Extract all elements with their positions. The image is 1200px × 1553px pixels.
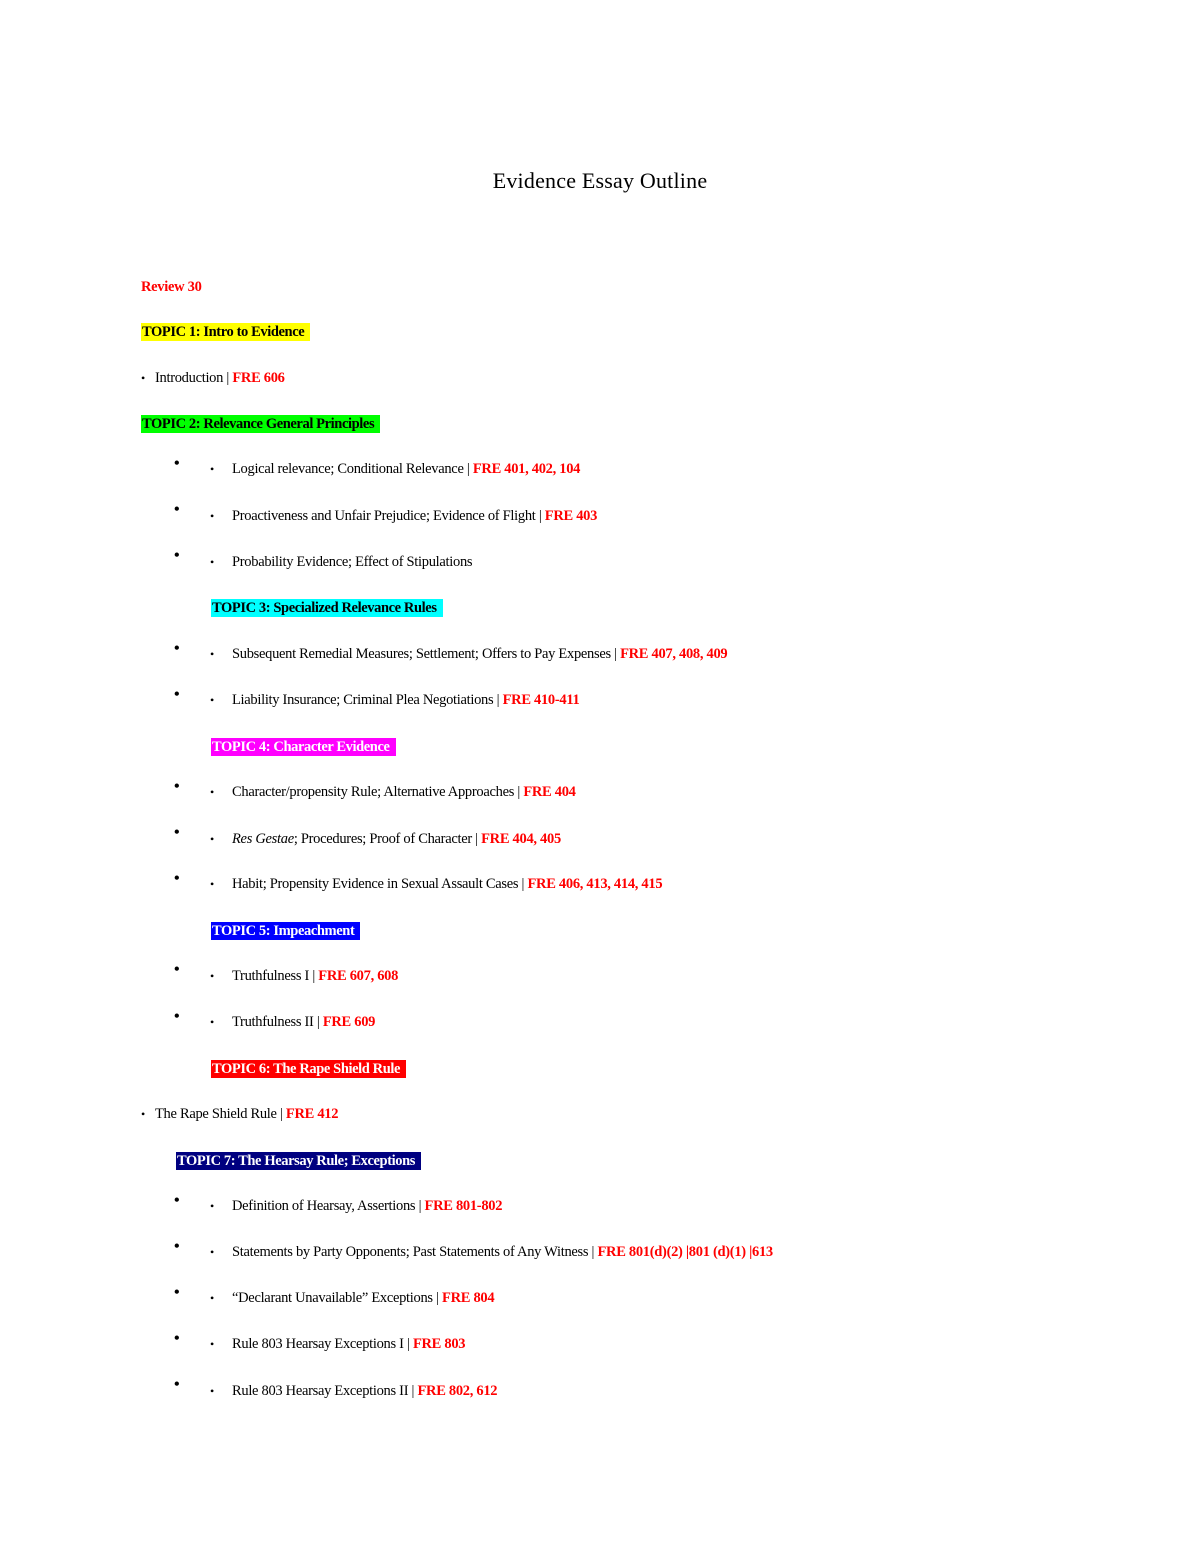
item-text: The Rape Shield Rule | [155, 1106, 283, 1122]
bullet-icon: • [174, 686, 180, 703]
item-text: Introduction | [155, 370, 230, 386]
topic-5-heading [211, 921, 360, 941]
fre-reference: FRE 401, 402, 104 [472, 461, 581, 477]
topic-heading-label: TOPIC 1: Intro to Evidence [141, 323, 310, 341]
review-note: Review 30 [141, 279, 202, 295]
bullet-icon: • [210, 1291, 214, 1305]
bullet-icon: • [210, 877, 214, 891]
bullet-icon: • [174, 547, 180, 564]
topic-7-heading [176, 1151, 421, 1171]
topic-heading-label: TOPIC 5: Impeachment [211, 922, 360, 940]
bullet-icon: • [141, 1107, 145, 1121]
fre-reference: FRE 801(d)(2) |801 (d)(1) |613 [597, 1244, 773, 1260]
bullet-icon: • [210, 1337, 214, 1351]
item-text: Definition of Hearsay, Assertions | [232, 1198, 422, 1214]
bullet-icon: • [210, 647, 214, 661]
bullet-icon: • [210, 969, 214, 983]
item-text: Proactiveness and Unfair Prejudice; Evidence of Flight | [232, 508, 542, 524]
bullet-icon: • [174, 1330, 180, 1347]
list-item [210, 966, 398, 986]
item-text-italic: Res Gestae [232, 831, 294, 847]
bullet-icon: • [210, 462, 214, 476]
topic-heading-label: TOPIC 3: Specialized Relevance Rules [211, 599, 443, 617]
bullet-icon: • [210, 1384, 214, 1398]
bullet-icon: • [174, 455, 180, 472]
topic-heading-label: TOPIC 2: Relevance General Principles [141, 415, 380, 433]
bullet-icon: • [141, 371, 145, 385]
fre-reference: FRE 412 [285, 1106, 339, 1122]
item-text: Subsequent Remedial Measures; Settlement; Offers to Pay Expenses | [232, 646, 617, 662]
topic-3-heading [211, 598, 443, 618]
fre-reference: FRE 407, 408, 409 [620, 646, 728, 662]
fre-reference: FRE 606 [232, 370, 285, 386]
topic-heading-label: TOPIC 6: The Rape Shield Rule [211, 1060, 406, 1078]
item-text: Statements by Party Opponents; Past Statements of Any Witness | [232, 1244, 595, 1260]
fre-reference: FRE 804 [442, 1290, 495, 1306]
item-text: Truthfulness II | [232, 1014, 320, 1030]
fre-reference: FRE 406, 413, 414, 415 [527, 876, 663, 892]
bullet-icon: • [174, 961, 180, 978]
list-item [210, 506, 597, 526]
item-text: Logical relevance; Conditional Relevance | [232, 461, 470, 477]
list-item [210, 1012, 375, 1032]
fre-reference: FRE 403 [544, 508, 598, 524]
list-item [210, 829, 561, 849]
list-item [210, 644, 727, 664]
fre-reference: FRE 609 [322, 1014, 376, 1030]
item-text: Rule 803 Hearsay Exceptions II | [232, 1383, 415, 1399]
bullet-icon: • [174, 824, 180, 841]
list-item [210, 1196, 502, 1216]
fre-reference: FRE 607, 608 [318, 968, 399, 984]
bullet-icon: • [210, 785, 214, 799]
topic-6-heading [211, 1059, 406, 1079]
fre-reference: FRE 803 [412, 1336, 466, 1352]
bullet-icon: • [174, 1192, 180, 1209]
list-item [210, 459, 580, 479]
bullet-icon: • [210, 1015, 214, 1029]
list-item [141, 1104, 338, 1124]
topic-heading-label: TOPIC 7: The Hearsay Rule; Exceptions [176, 1152, 421, 1170]
list-item [210, 690, 579, 710]
bullet-icon: • [174, 778, 180, 795]
topic-1-heading [141, 322, 310, 342]
bullet-icon: • [174, 1284, 180, 1301]
bullet-icon: • [210, 509, 214, 523]
item-text: Probability Evidence; Effect of Stipulations [232, 554, 473, 570]
bullet-icon: • [174, 1238, 180, 1255]
item-text: “Declarant Unavailable” Exceptions | [232, 1290, 439, 1306]
bullet-icon: • [174, 1376, 180, 1393]
bullet-icon: • [210, 832, 214, 846]
fre-reference: FRE 404, 405 [481, 831, 561, 847]
bullet-icon: • [174, 501, 180, 518]
item-text: ; Procedures; Proof of Character | [293, 831, 478, 847]
list-item [210, 874, 662, 894]
item-text: Rule 803 Hearsay Exceptions I | [232, 1336, 410, 1352]
item-text: Habit; Propensity Evidence in Sexual Assault Cases | [232, 876, 525, 892]
topic-2-heading [141, 414, 380, 434]
list-item [141, 368, 285, 388]
fre-reference: FRE 404 [523, 784, 576, 800]
bullet-icon: • [174, 1008, 180, 1025]
list-item [210, 782, 576, 802]
bullet-icon: • [210, 1245, 214, 1259]
fre-reference: FRE 410-411 [502, 692, 580, 708]
bullet-icon: • [210, 693, 214, 707]
fre-reference: FRE 801-802 [424, 1198, 503, 1214]
list-item [210, 1381, 497, 1401]
item-text: Liability Insurance; Criminal Plea Negotiations | [232, 692, 500, 708]
item-text: Character/propensity Rule; Alternative Approaches | [232, 784, 520, 800]
list-item [210, 552, 472, 572]
bullet-icon: • [174, 870, 180, 887]
item-text: Truthfulness I | [232, 968, 315, 984]
fre-reference: FRE 802, 612 [417, 1383, 498, 1399]
list-item [210, 1334, 465, 1354]
document-title: Evidence Essay Outline [492, 168, 708, 193]
bullet-icon: • [210, 555, 214, 569]
list-item [210, 1288, 494, 1308]
topic-heading-label: TOPIC 4: Character Evidence [211, 738, 396, 756]
bullet-icon: • [210, 1199, 214, 1213]
bullet-icon: • [174, 640, 180, 657]
topic-4-heading [211, 737, 396, 757]
list-item [210, 1242, 773, 1262]
